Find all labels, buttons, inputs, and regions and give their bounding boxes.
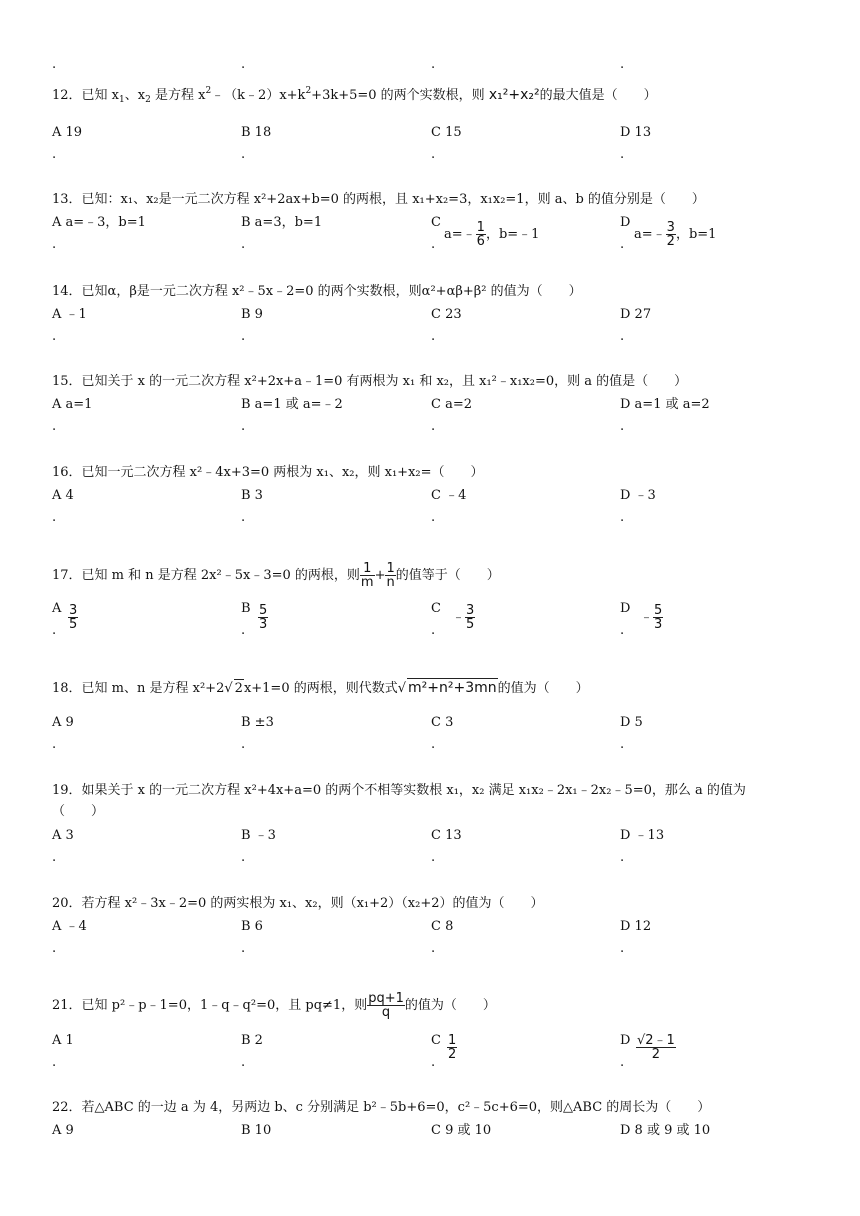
question-20-stem: 20．若方程 x²﹣3x﹣2=0 的两实根为 x₁、x₂，则（x₁+2）（x₂+2）的值为（ ）	[52, 896, 544, 911]
option-d-math: a=﹣ $\frac{3}{2}$ ，b=1	[634, 220, 717, 249]
option-dot: .	[620, 850, 625, 865]
option-dot: .	[52, 941, 57, 956]
option-d[interactable]: D	[620, 215, 631, 230]
option-dot: .	[241, 237, 246, 252]
option-b[interactable]: B 3	[241, 488, 263, 503]
option-dot: .	[431, 850, 436, 865]
option-c[interactable]: C 3	[431, 715, 454, 730]
option-dot: .	[620, 237, 625, 252]
option-c[interactable]: C 13	[431, 828, 462, 843]
option-a[interactable]: A 9	[52, 1123, 74, 1138]
question-19-stem: 19．如果关于 x 的一元二次方程 x²+4x+a=0 的两个不相等实数根 x₁，x₂ 满足 x₁x₂﹣2x₁﹣2x₂﹣5=0，那么 a 的值为	[52, 783, 746, 798]
option-dot: .	[431, 1055, 436, 1070]
option-dot: .	[241, 850, 246, 865]
option-dot: .	[431, 147, 436, 162]
question-13-stem: 13．已知：x₁、x₂是一元二次方程 x²+2ax+b=0 的两根，且 x₁+x₂=3，x₁x₂=1，则 a、b 的值分别是（ ）	[52, 192, 705, 207]
option-d[interactable]: D 12	[620, 919, 652, 934]
option-c[interactable]: C	[431, 1033, 441, 1048]
option-a[interactable]: A 1	[52, 1033, 74, 1048]
option-d[interactable]: D	[620, 1033, 631, 1048]
option-a[interactable]: A ﹣1	[52, 307, 87, 322]
option-d[interactable]: D 13	[620, 125, 652, 140]
option-b[interactable]: B 10	[241, 1123, 272, 1138]
option-c[interactable]: C	[431, 601, 441, 616]
option-a[interactable]: A 4	[52, 488, 74, 503]
question-21-stem: 21．已知 p²﹣p﹣1=0，1﹣q﹣q²=0，且 pq≠1，则 $\frac{pq+1}{q}$ 的值为（ ）	[52, 991, 496, 1020]
option-b[interactable]: B 18	[241, 125, 272, 140]
option-dot: .	[52, 237, 57, 252]
option-a[interactable]: A ﹣4	[52, 919, 87, 934]
question-14-stem: 14．已知α，β是一元二次方程 x²﹣5x﹣2=0 的两个实数根，则α²+αβ+β² 的值为（ ）	[52, 284, 582, 299]
option-d[interactable]: D 27	[620, 307, 652, 322]
option-dot: .	[52, 57, 57, 72]
option-d[interactable]: D 8 或 9 或 10	[620, 1123, 711, 1138]
option-c-math: $\frac{1}{2}$	[448, 1033, 457, 1062]
math-expression-image: x₁²+x₂²	[488, 87, 540, 103]
option-dot: .	[52, 510, 57, 525]
option-dot: .	[620, 329, 625, 344]
option-d[interactable]: D ﹣13	[620, 828, 665, 843]
option-dot: .	[431, 510, 436, 525]
option-d-math: $\frac{√2﹣1}{2}$	[637, 1033, 675, 1062]
option-dot: .	[620, 941, 625, 956]
option-a[interactable]: A a=﹣3，b=1	[52, 215, 146, 230]
question-18-stem: 18．已知 m、n 是方程 x²+2√ 2x+1=0 的两根，则代数式√ m²+n²+3mn的值为（ ）	[52, 680, 589, 696]
option-dot: .	[52, 419, 57, 434]
option-dot: .	[431, 419, 436, 434]
option-b[interactable]: B a=1 或 a=﹣2	[241, 397, 343, 412]
option-dot: .	[52, 623, 57, 638]
option-b[interactable]: B	[241, 601, 251, 616]
option-d[interactable]: D ﹣3	[620, 488, 656, 503]
option-dot: .	[431, 941, 436, 956]
option-d-math: ﹣ $\frac{5}{3}$	[640, 603, 663, 632]
option-b[interactable]: B 9	[241, 307, 263, 322]
question-12-stem: 12．已知 $x_1$、$x_2$ 是方程 $x^2﹣(k﹣2)x+k^2+3k+5=0$ 的两个实数根，则 x₁²+x₂²的最大值是（ ）	[52, 86, 657, 105]
option-b[interactable]: B ±3	[241, 715, 274, 730]
option-dot: .	[52, 737, 57, 752]
option-dot: .	[431, 57, 436, 72]
option-dot: .	[241, 419, 246, 434]
option-dot: .	[620, 147, 625, 162]
option-c[interactable]: C a=2	[431, 397, 472, 412]
question-22-stem: 22．若△ABC 的一边 a 为 4，另两边 b、c 分别满足 b²﹣5b+6=0，c²﹣5c+6=0，则△ABC 的周长为（ ）	[52, 1100, 711, 1115]
option-c-math: a=﹣ $\frac{1}{6}$ ，b=﹣1	[444, 220, 540, 249]
option-dot: .	[431, 329, 436, 344]
option-dot: .	[620, 1055, 625, 1070]
question-16-stem: 16．已知一元二次方程 x²﹣4x+3=0 两根为 x₁、x₂，则 x₁+x₂=（ ）	[52, 465, 484, 480]
option-dot: .	[620, 419, 625, 434]
option-d[interactable]: D	[620, 601, 631, 616]
option-d[interactable]: D 5	[620, 715, 643, 730]
option-dot: .	[241, 737, 246, 752]
option-a[interactable]: A 3	[52, 828, 74, 843]
option-dot: .	[52, 147, 57, 162]
option-b[interactable]: B 6	[241, 919, 263, 934]
option-c[interactable]: C	[431, 215, 441, 230]
option-a[interactable]: A	[52, 601, 62, 616]
option-dot: .	[431, 737, 436, 752]
option-dot: .	[241, 510, 246, 525]
option-b[interactable]: B 2	[241, 1033, 263, 1048]
option-c[interactable]: C ﹣4	[431, 488, 467, 503]
option-dot: .	[620, 57, 625, 72]
option-c[interactable]: C 15	[431, 125, 462, 140]
option-b[interactable]: B a=3，b=1	[241, 215, 323, 230]
option-a-math: $\frac{3}{5}$	[69, 603, 78, 632]
option-b[interactable]: B ﹣3	[241, 828, 276, 843]
option-dot: .	[241, 147, 246, 162]
option-dot: .	[620, 623, 625, 638]
option-c[interactable]: C 23	[431, 307, 462, 322]
option-c[interactable]: C 9 或 10	[431, 1123, 492, 1138]
option-dot: .	[431, 237, 436, 252]
option-dot: .	[52, 850, 57, 865]
option-a[interactable]: A a=1	[52, 397, 93, 412]
option-dot: .	[241, 329, 246, 344]
option-a[interactable]: A 19	[52, 125, 83, 140]
option-dot: .	[52, 1055, 57, 1070]
option-dot: .	[241, 1055, 246, 1070]
option-c[interactable]: C 8	[431, 919, 454, 934]
question-17-stem: 17．已知 m 和 n 是方程 2x²﹣5x﹣3=0 的两根，则 $\frac{1}{m}$ + $\frac{1}{n}$ 的值等于（ ）	[52, 561, 500, 590]
question-15-stem: 15．已知关于 x 的一元二次方程 x²+2x+a﹣1=0 有两根为 x₁ 和 x₂，且 x₁²﹣x₁x₂=0，则 a 的值是（ ）	[52, 374, 688, 389]
option-dot: .	[241, 57, 246, 72]
option-dot: .	[620, 510, 625, 525]
option-dot: .	[241, 941, 246, 956]
option-dot: .	[241, 623, 246, 638]
option-d[interactable]: D a=1 或 a=2	[620, 397, 710, 412]
option-dot: .	[52, 329, 57, 344]
option-dot: .	[431, 623, 436, 638]
option-c-math: ﹣ $\frac{3}{5}$	[452, 603, 475, 632]
option-dot: .	[620, 737, 625, 752]
option-a[interactable]: A 9	[52, 715, 74, 730]
option-b-math: $\frac{5}{3}$	[259, 603, 268, 632]
question-19-stem-line2: （ ）	[52, 804, 105, 819]
